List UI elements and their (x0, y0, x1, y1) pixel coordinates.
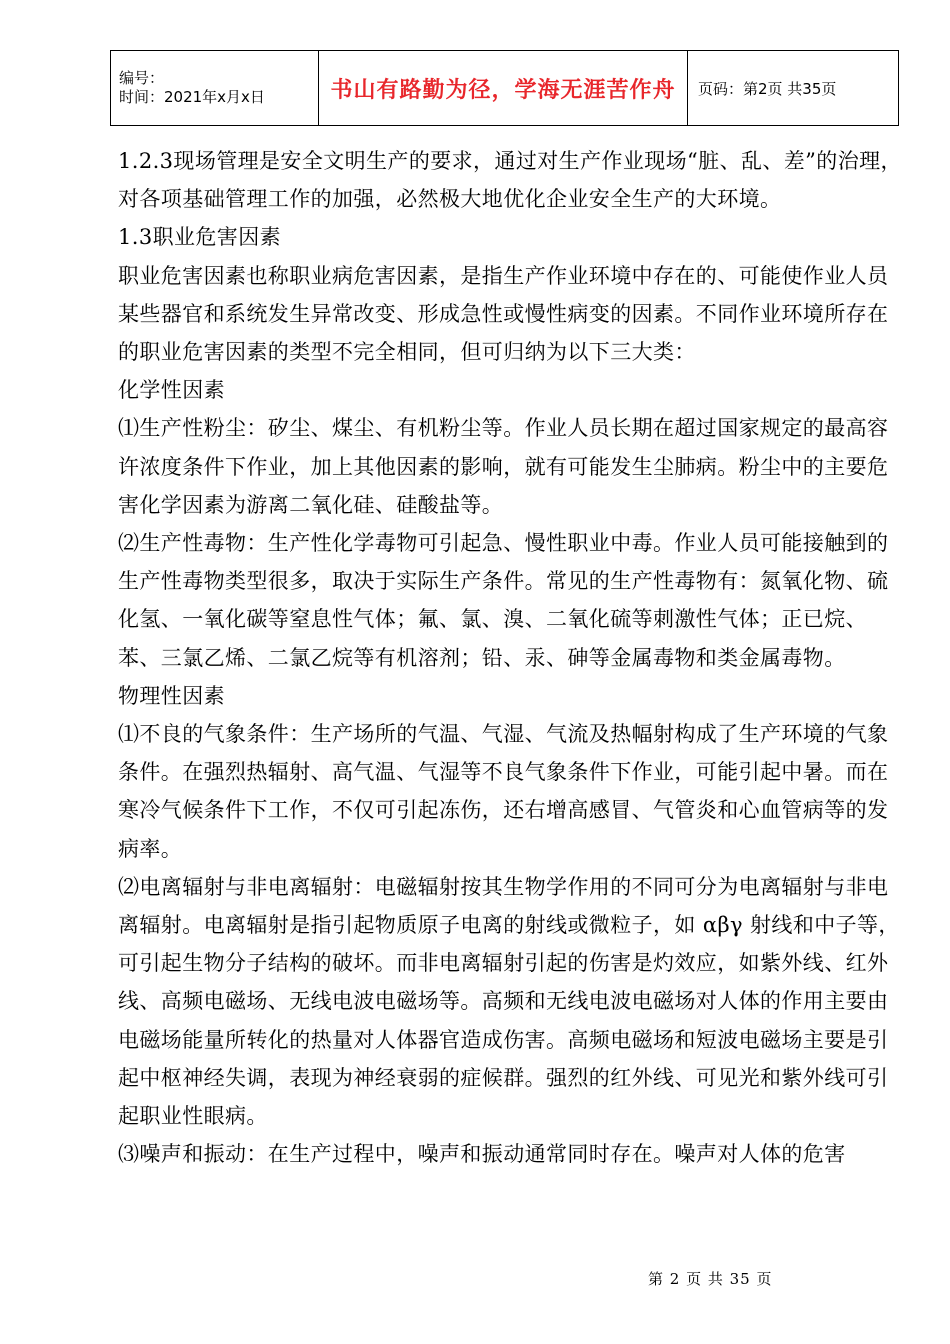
section-heading: 1.3职业危害因素 (118, 225, 281, 250)
document-body (118, 142, 908, 1173)
subsection-heading: 化学性因素 (118, 378, 225, 403)
header-meta (111, 51, 319, 126)
paragraph: 职业危害因素也称职业病危害因素，是指生产作业环境中存在的、可能使作业人员某些器官和系统发生异常改变、形成急性或慢性病变的因素。不同作业环境所存在的职业危害因素的类型不完全相同，但可归纳为以下三大类： (118, 263, 889, 365)
paragraph: ⑵电离辐射与非电离辐射：电磁辐射按其生物学作用的不同可分为电离辐射与非电离辐射。电离辐射是指引起物质原子电离的射线或微粒子，如 αβγ 射线和中子等，可引起生物分子结构的破坏。而非电离辐射引起的伤害是灼效应，如紫外线、红外线、高频电磁场、无线电波电磁场等。高频和无线电波电磁场对人体的作用主要由电磁场能量所转化的热量对人体器官造成伤害。高频电磁场和短波电磁场主要是引起中枢神经失调，表现为神经衰弱的症候群。强烈的红外线、可见光和紫外线可引起职业性眼病。 (118, 874, 900, 1129)
header-page-info: 页码：第2页 共35页 (688, 51, 899, 126)
page-footer: 第 2 页 共 35 页 (648, 1270, 773, 1288)
paragraph: ⑵生产性毒物：生产性化学毒物可引起急、慢性职业中毒。作业人员可能接触到的生产性毒物类型很多，取决于实际生产条件。常见的生产性毒物有：氮氧化物、硫化氢、一氧化碳等窒息性气体；氟、氯、溴、二氧化硫等刺激性气体；正已烷、苯、三氯乙烯、二氯乙烷等有机溶剂；铅、汞、砷等金属毒物和类金属毒物。 (118, 531, 889, 670)
paragraph: ⑴不良的气象条件：生产场所的气温、气湿、气流及热幅射构成了生产环境的气象条件。在强烈热辐射、高气温、气湿等不良气象条件下作业，可能引起中暑。而在寒冷气候条件下工作，不仅可引起冻伤，还右增高感冒、气管炎和心血管病等的发病率。 (118, 722, 889, 861)
document-number-label: 编号： (119, 69, 165, 87)
document-time-label: 时间：2021年x月x日 (119, 88, 265, 106)
paragraph: 1.2.3现场管理是安全文明生产的要求，通过对生产作业现场“脏、乱、差”的治理，对各项基础管理工作的加强，必然极大地优化企业安全生产的大环境。 (118, 149, 902, 212)
paragraph: ⑴生产性粉尘：矽尘、煤尘、有机粉尘等。作业人员长期在超过国家规定的最高容许浓度条件下作业，加上其他因素的影响，就有可能发生尘肺病。粉尘中的主要危害化学因素为游离二氧化硅、硅酸盐等。 (118, 416, 889, 517)
paragraph: ⑶噪声和振动：在生产过程中，噪声和振动通常同时存在。噪声对人体的危害 (118, 1142, 846, 1167)
header-motto: 书山有路勤为径，学海无涯苦作舟 (319, 51, 688, 126)
subsection-heading: 物理性因素 (118, 683, 225, 708)
document-header (110, 50, 899, 126)
